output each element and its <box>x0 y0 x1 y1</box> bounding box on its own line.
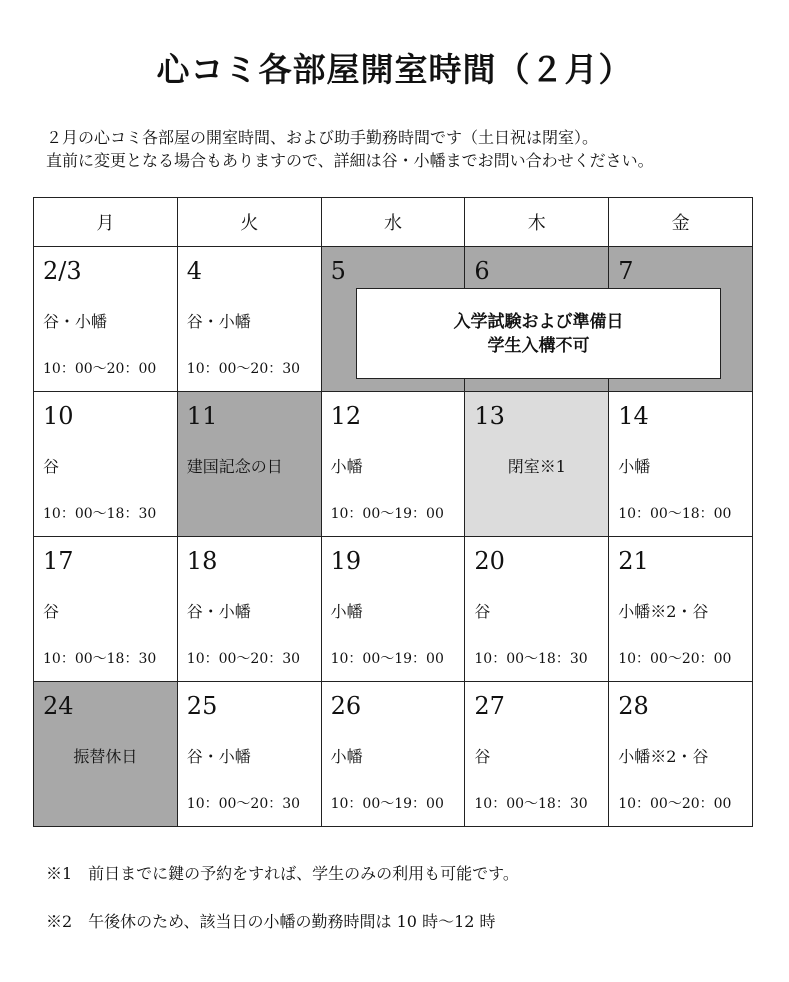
holiday-label: 振替休日 <box>73 747 138 766</box>
day-staff: 小幡 <box>618 457 651 476</box>
day-staff: 谷・小幡 <box>186 747 251 766</box>
intro-text <box>46 126 654 172</box>
day-hours: 10：00〜18：00 <box>618 506 732 522</box>
day-date: 4 <box>186 257 203 285</box>
week-row <box>34 537 753 682</box>
intro-line: ２月の心コミ各部屋の開室時間、および助手勤務時間です（土日祝は閉室）。 <box>46 128 599 147</box>
day-date: 10 <box>43 402 74 430</box>
footnote-1: ※1 前日までに鍵の予約をすれば、学生のみの利用も可能です。 <box>46 864 519 883</box>
day-hours: 10：00〜19：00 <box>330 506 444 522</box>
day-cell <box>321 392 465 537</box>
day-hours: 10：00〜19：00 <box>330 651 444 667</box>
week-row <box>34 392 753 537</box>
day-staff: 谷・小幡 <box>186 312 251 331</box>
day-date: 24 <box>43 692 74 720</box>
day-staff: 小幡 <box>330 747 363 766</box>
day-date: 26 <box>330 692 362 720</box>
day-hours: 10：00〜18：30 <box>43 651 157 667</box>
closed-label: 閉室※1 <box>507 457 566 476</box>
day-date: 21 <box>618 547 649 575</box>
day-hours: 10：00〜20：30 <box>186 361 301 377</box>
day-cell <box>321 537 465 682</box>
day-cell <box>465 537 609 682</box>
weekday-header: 金 <box>609 198 753 247</box>
exam-notice-line: 入学試験および準備日 <box>453 312 624 332</box>
day-staff: 小幡 <box>330 457 363 476</box>
day-date: 27 <box>474 692 505 720</box>
day-date: 20 <box>474 547 505 575</box>
day-staff: 小幡※2・谷 <box>618 602 709 621</box>
day-date: 14 <box>618 402 649 430</box>
day-hours: 10：00〜18：30 <box>474 796 588 812</box>
day-staff: 小幡※2・谷 <box>618 747 709 766</box>
day-cell <box>34 537 178 682</box>
day-cell <box>609 537 753 682</box>
exam-notice-line: 学生入構不可 <box>487 336 590 356</box>
day-staff: 谷 <box>474 602 491 621</box>
day-cell-closed <box>465 392 609 537</box>
day-hours: 10：00〜18：30 <box>43 506 157 522</box>
holiday-label: 建国記念の日 <box>186 457 283 476</box>
day-hours: 10：00〜20：00 <box>618 796 732 812</box>
day-cell <box>609 682 753 827</box>
day-cell-holiday <box>177 392 321 537</box>
day-hours: 10：00〜20：00 <box>618 651 732 667</box>
weekday-header: 火 <box>177 198 321 247</box>
day-staff: 谷 <box>43 457 60 476</box>
day-cell-holiday <box>34 682 178 827</box>
day-staff: 谷 <box>43 602 60 621</box>
week-row <box>34 682 753 827</box>
day-hours: 10：00〜20：30 <box>186 796 301 812</box>
day-date: 18 <box>186 547 218 575</box>
day-hours: 10：00〜20：30 <box>186 651 301 667</box>
day-date: 11 <box>186 402 218 430</box>
day-cell <box>321 682 465 827</box>
day-date: 13 <box>474 402 505 430</box>
day-cell <box>34 247 178 392</box>
day-staff: 谷・小幡 <box>186 602 251 621</box>
day-staff: 谷・小幡 <box>43 312 108 331</box>
weekday-header: 水 <box>321 198 465 247</box>
day-date: 28 <box>618 692 649 720</box>
weekday-header: 木 <box>465 198 609 247</box>
intro-line: 直前に変更となる場合もありますので、詳細は谷・小幡までお問い合わせください。 <box>46 151 654 170</box>
weekday-header-row <box>34 198 753 247</box>
day-cell <box>177 682 321 827</box>
day-staff: 小幡 <box>330 602 363 621</box>
day-cell <box>609 392 753 537</box>
day-cell <box>177 247 321 392</box>
day-date: 6 <box>474 257 490 285</box>
day-date: 5 <box>330 257 346 285</box>
day-hours: 10：00〜19：00 <box>330 796 444 812</box>
day-date: 25 <box>186 692 218 720</box>
day-date: 2/3 <box>43 257 82 285</box>
day-cell <box>465 682 609 827</box>
exam-notice-box <box>356 288 721 379</box>
day-date: 17 <box>43 547 74 575</box>
day-date: 19 <box>330 547 362 575</box>
weekday-header: 月 <box>34 198 178 247</box>
day-date: 12 <box>330 402 362 430</box>
page-title: 心コミ各部屋開室時間（２月） <box>156 50 633 89</box>
day-hours: 10：00〜20：00 <box>43 361 157 377</box>
day-date: 7 <box>618 257 634 285</box>
day-staff: 谷 <box>474 747 491 766</box>
footnote-2: ※2 午後休のため、該当日の小幡の勤務時間は 10 時〜12 時 <box>46 912 496 931</box>
day-hours: 10：00〜18：30 <box>474 651 588 667</box>
day-cell <box>177 537 321 682</box>
day-cell <box>34 392 178 537</box>
